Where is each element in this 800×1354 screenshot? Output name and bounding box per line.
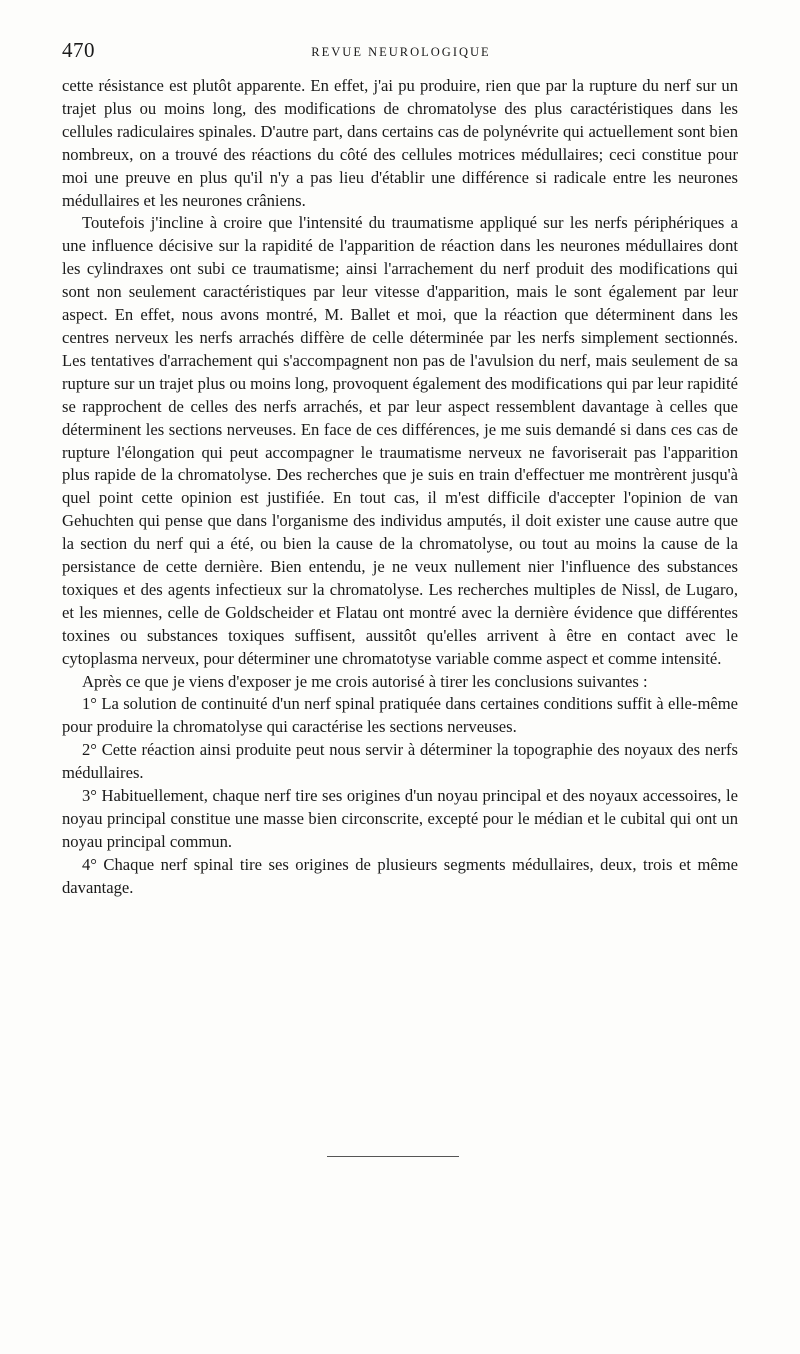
body-text <box>62 75 738 900</box>
paragraph-continuation: cette résistance est plutôt apparente. En effet, j'ai pu produire, rien que par la rupture du nerf sur un trajet plus ou moins long, des modifications de chromatolyse des plus caractéristiques dans les cellules radiculaires spinales. D'autre part, dans certains cas de polynévrite qui actuellement sont bien nombreux, on a trouvé des réactions du côté des cellules motrices médullaires; ceci constitue pour moi une preuve en plus qu'il n'y a pas lieu d'établir une différence si radicale entre les neurones médullaires et les neurones crâniens. <box>62 76 738 210</box>
conclusion-item-3: 3° Habituellement, chaque nerf tire ses origines d'un noyau principal et des noyaux accessoires, le noyau principal constitue une masse bien circonscrite, excepté pour le médian et le cubital qui ont un noyau principal commun. <box>62 786 738 851</box>
conclusion-item-2: 2° Cette réaction ainsi produite peut nous servir à déterminer la topographie des noyaux des nerfs médullaires. <box>62 740 738 783</box>
paragraph-conclusions-intro: Après ce que je viens d'exposer je me crois autorisé à tirer les conclusions suivantes : <box>82 671 648 691</box>
journal-title: REVUE NEUROLOGIQUE <box>311 45 491 59</box>
conclusion-item-1: 1° La solution de continuité d'un nerf spinal pratiquée dans certaines conditions suffit à elle-même pour produire la chromatolyse qui caractérise les sections nerveuses. <box>62 694 738 737</box>
conclusion-item-4: 4° Chaque nerf spinal tire ses origines de plusieurs segments médullaires, deux, trois et même davantage. <box>62 854 738 897</box>
page-number: 470 <box>62 38 95 62</box>
end-rule-divider <box>327 1156 459 1157</box>
paragraph-traumatisme: Toutefois j'incline à croire que l'intensité du traumatisme appliqué sur les nerfs périphériques a une influence décisive sur la rapidité de l'apparition de réaction dans les neurones médullaires dont les cylindraxes ont subi ce traumatisme; ainsi l'arrachement du nerf produit des modifications qui sont non seulement caractéristiques par leur vitesse d'apparition, mais le sont également par leur aspect. En effet, nous avons montré, M. Ballet et moi, que la réaction que déterminent dans les centres nerveux les nerfs arrachés diffère de celle déterminée par les nerfs simplement sectionnés. Les tentatives d'arrachement qui s'accompagnent non pas de l'avulsion du nerf, mais seulement de sa rupture sur un trajet plus ou moins long, provoquent également des modifications qui par leur rapidité se rapprochent de celles des nerfs arrachés, et par leur aspect ressemblent davantage à celles que déterminent les sections nerveuses. En face de ces différences, je me suis demandé si dans ces cas de rupture l'élongation qui peut accompagner le traumatisme nerveux ne favoriserait pas l'apparition plus rapide de la chromatolyse. Des recherches que je suis en train d'effectuer me montrèrent jusqu'à quel point cette opinion est justifiée. En tout cas, il m'est difficile d'accepter l'opinion de van Gehuchten qui pense que dans l'organisme des individus amputés, il doit exister une cause autre que la section du nerf qui a été, ou bien la cause de la chromatolyse, ou tout au moins la cause de la persistance de cette dernière. Bien entendu, je ne veux nullement nier l'influence des substances toxiques et des agents infectieux sur la chromatolyse. Les recherches multiples de Nissl, de Lugaro, et les miennes, celle de Goldscheider et Flatau ont montré avec la dernière évidence que différentes toxines ou substances toxiques suffisent, aussitôt qu'elles arrivent à être en contact avec le cytoplasma nerveux, pour déterminer une chromatotyse variable comme aspect et comme intensité. <box>62 213 738 668</box>
running-header <box>62 38 740 68</box>
